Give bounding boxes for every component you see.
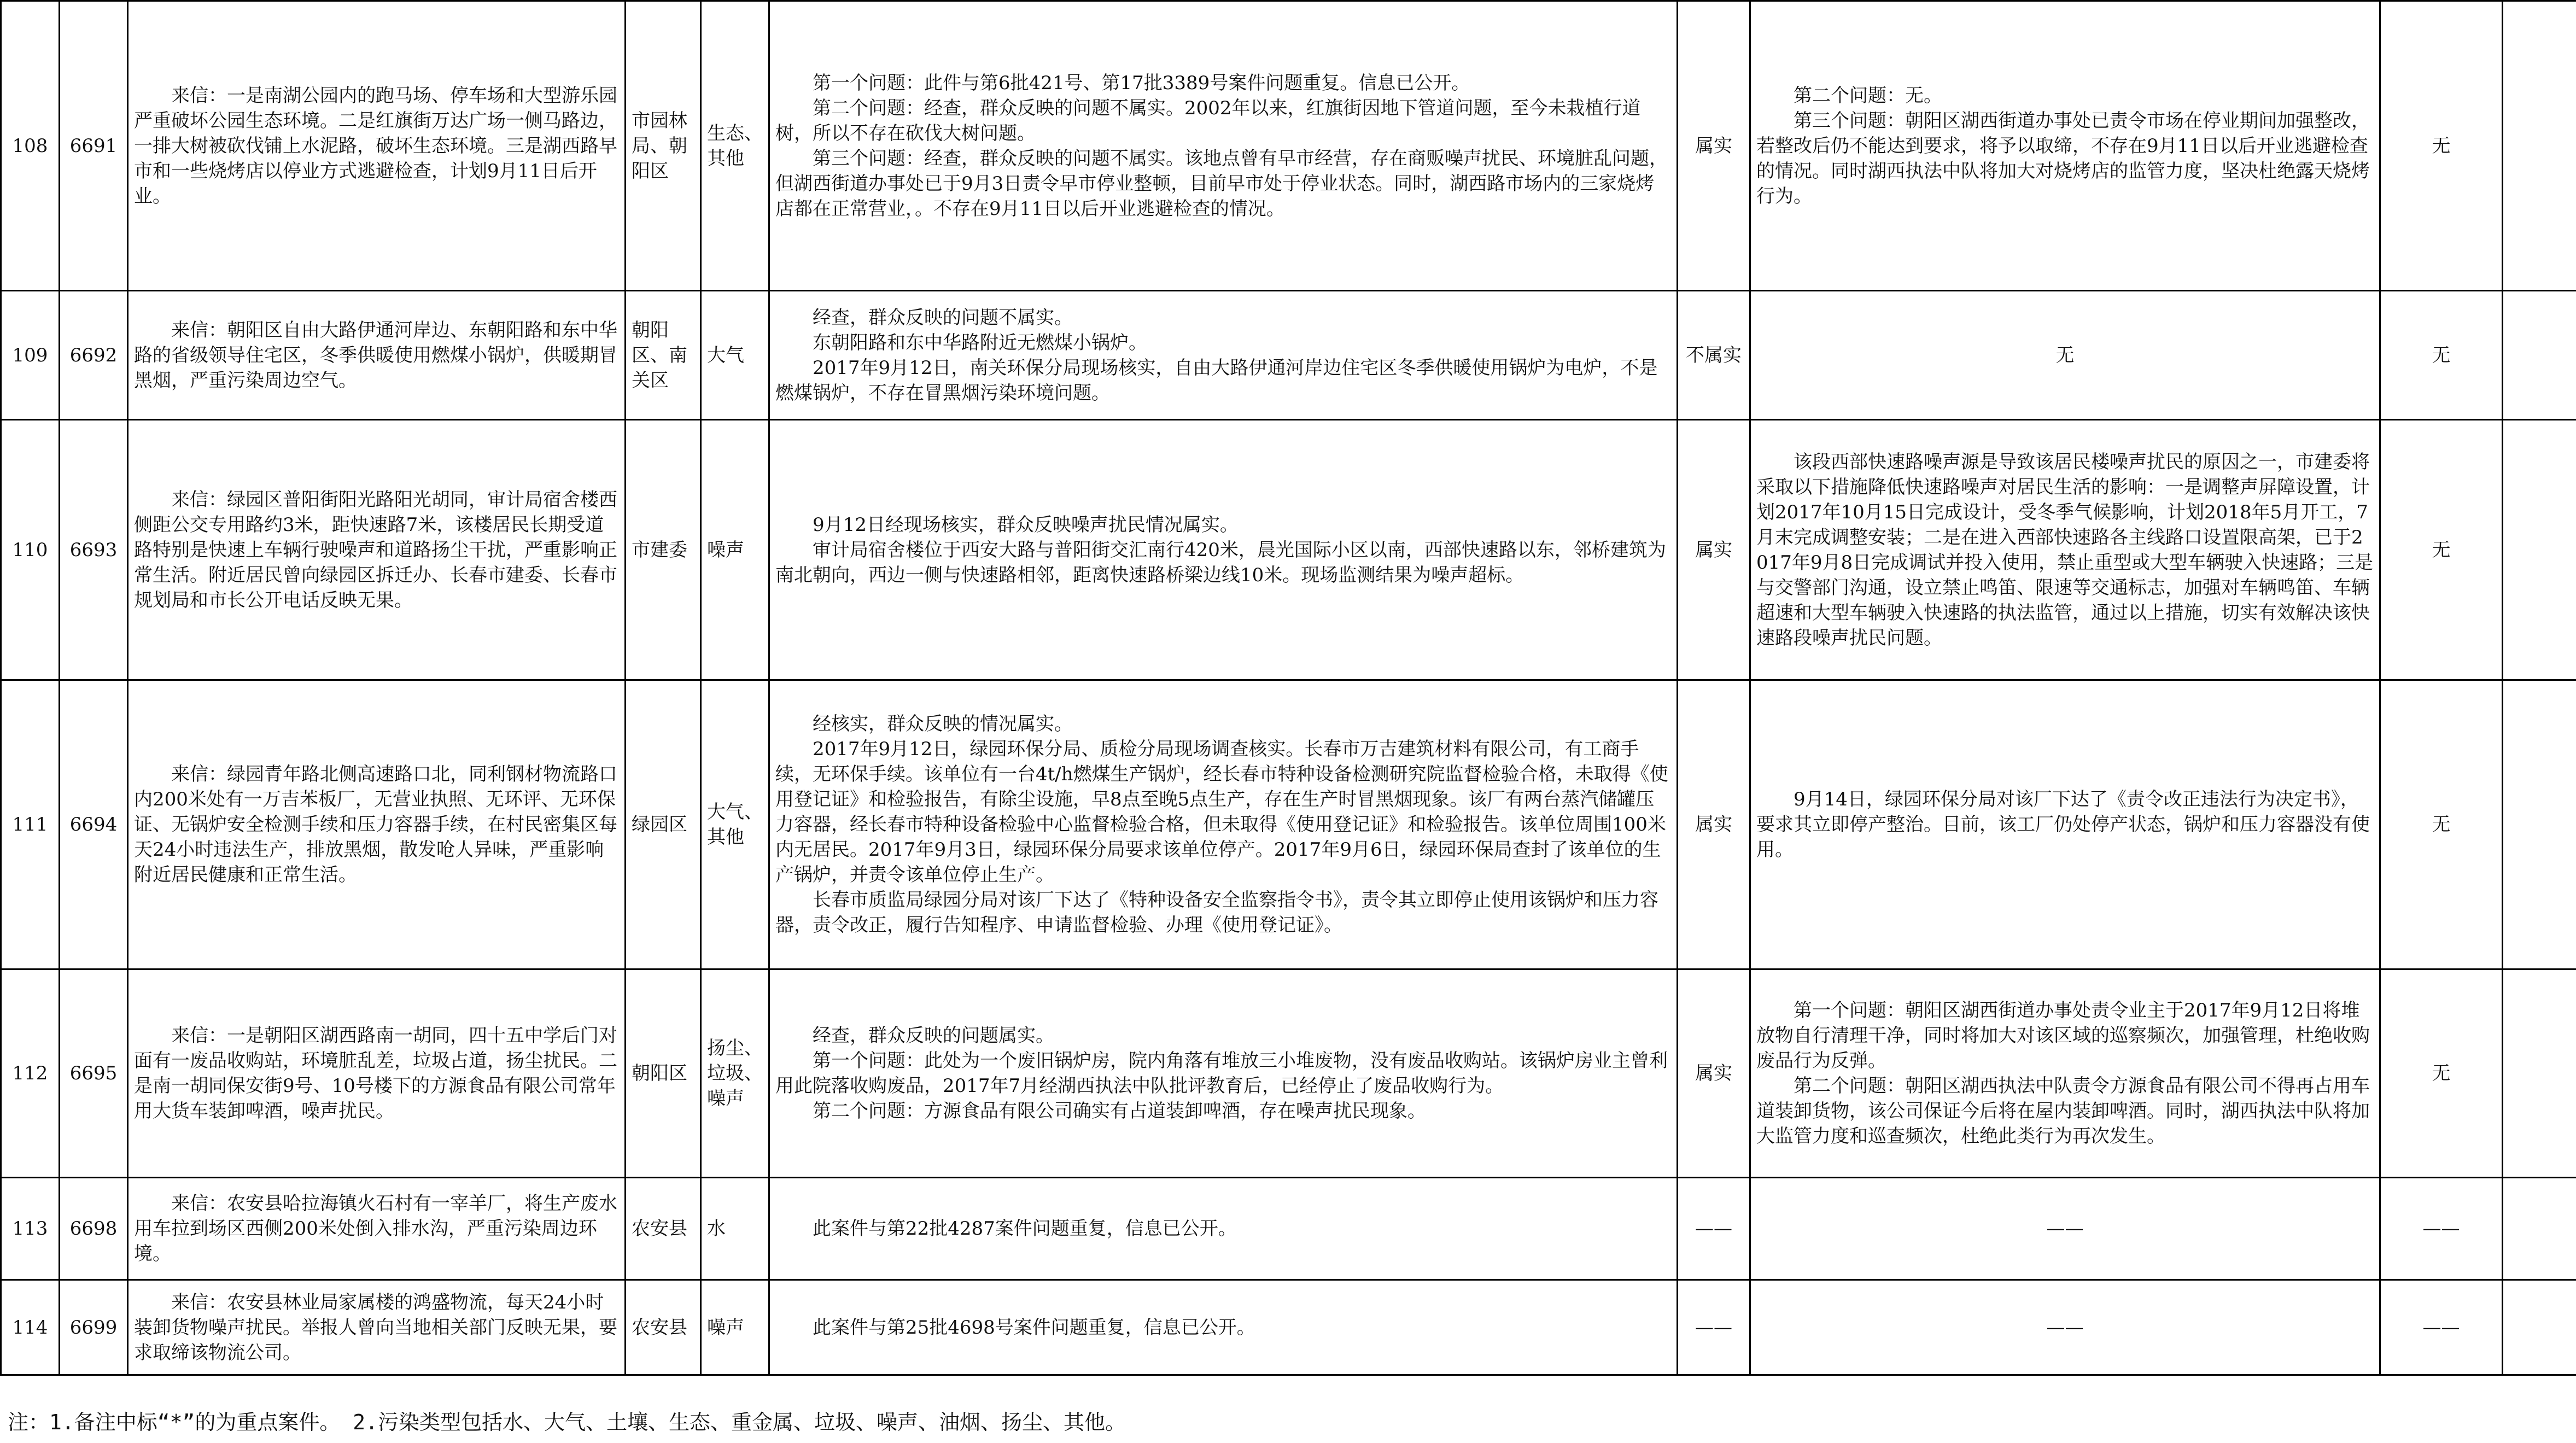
verdict: 属实 xyxy=(1695,135,1732,157)
pollution-type: 水 xyxy=(707,1218,726,1240)
investigation-cell xyxy=(769,969,1678,1178)
admin-area-cell xyxy=(626,1,701,291)
investigation-paragraph: 审计局宿舍楼位于西安大路与普阳街交汇南行420米，晨光国际小区以南，西部快速路以东，邻桥建筑为南北朝向，西边一侧与快速路相邻，距离快速路桥梁边线10米。现场监测结果为噪声超标。 xyxy=(775,539,1666,586)
handling-paragraph: 9月14日，绿园环保分局对该厂下达了《责令改正违法行为决定书》，要求其立即停产整治。目前，该工厂仍处停产状态，锅炉和压力容器没有使用。 xyxy=(1756,788,2370,861)
seq-cell xyxy=(1,680,60,969)
handling-cell xyxy=(1750,1178,2380,1280)
investigation-paragraph: 此案件与第25批4698号案件问题重复，信息已公开。 xyxy=(813,1316,1255,1339)
complaint-paragraph: 来信：农安县林业局家属楼的鸿盛物流，每天24小时装卸货物噪声扰民。举报人曾向当地相关部门反映无果，要求取缔该物流公司。 xyxy=(134,1291,617,1364)
handling-text: —— xyxy=(2046,1316,2084,1339)
pollution-type: 噪声 xyxy=(707,539,744,561)
verdict-cell xyxy=(1678,291,1750,420)
seq-number: 108 xyxy=(12,135,48,157)
admin-area-cell xyxy=(626,291,701,420)
admin-area-cell xyxy=(626,1280,701,1375)
pollution-type: 扬尘、垃圾、噪声 xyxy=(707,1037,763,1109)
verdict-cell xyxy=(1678,420,1750,680)
handling-text: 无 xyxy=(2055,344,2075,366)
investigation-cell xyxy=(769,1,1678,291)
handling-cell xyxy=(1750,969,2380,1178)
investigation-cell xyxy=(769,420,1678,680)
investigation-cell xyxy=(769,680,1678,969)
pollution-type-cell xyxy=(701,291,769,420)
accountability-cell xyxy=(2380,1178,2503,1280)
case-no-cell xyxy=(60,1280,128,1375)
remark-cell xyxy=(2503,1280,2576,1375)
cases-table-body xyxy=(1,1,2576,1375)
seq-cell xyxy=(1,969,60,1178)
complaint-paragraph: 来信：绿园区普阳街阳光路阳光胡同，审计局宿舍楼西侧距公交专用路约3米，距快速路7米，该楼居民长期受道路特别是快速上车辆行驶噪声和道路扬尘干扰，严重影响正常生活。附近居民曾向绿园区拆迁办、长春市建委、长春市规划局和市长公开电话反映无果。 xyxy=(134,488,617,611)
remark-cell xyxy=(2503,1178,2576,1280)
handling-text: —— xyxy=(2046,1218,2084,1240)
admin-area: 农安县 xyxy=(632,1316,687,1339)
verdict-cell xyxy=(1678,1,1750,291)
verdict-cell xyxy=(1678,969,1750,1178)
footer-note: 注：1.备注中标“*”的为重点案件。 2.污染类型包括水、大气、土壤、生态、重金属、垃圾、噪声、油烟、扬尘、其他。 xyxy=(8,1410,1126,1434)
investigation-paragraph: 经查，群众反映的问题属实。 xyxy=(813,1025,1054,1047)
accountability-cell xyxy=(2380,969,2503,1178)
handling-paragraph: 第二个问题：无。 xyxy=(1794,84,1942,107)
investigation-paragraph: 第一个问题：此处为一个废旧锅炉房，院内角落有堆放三小堆废物，没有废品收购站。该锅炉房业主曾利用此院落收购废品，2017年7月经湖西执法中队批评教育后，已经停止了废品收购行为。 xyxy=(775,1050,1668,1097)
admin-area-cell xyxy=(626,1178,701,1280)
accountability-text: 无 xyxy=(2432,344,2451,366)
complaint-content-cell xyxy=(128,1280,626,1375)
table-row xyxy=(1,1178,2576,1280)
pollution-type-cell xyxy=(701,969,769,1178)
investigation-paragraph: 此案件与第22批4287案件问题重复，信息已公开。 xyxy=(813,1218,1237,1240)
complaint-content-cell xyxy=(128,969,626,1178)
case-no-cell xyxy=(60,1,128,291)
handling-cell xyxy=(1750,291,2380,420)
case-number: 6692 xyxy=(69,344,118,366)
seq-number: 111 xyxy=(12,814,48,836)
verdict: —— xyxy=(1695,1218,1732,1240)
investigation-paragraph: 9月12日经现场核实，群众反映噪声扰民情况属实。 xyxy=(813,513,1239,536)
verdict: 属实 xyxy=(1695,1062,1732,1084)
handling-paragraph: 第一个问题：朝阳区湖西街道办事处责令业主于2017年9月12日将堆放物自行清理干净，同时将加大对该区域的巡察频次，加强管理，杜绝收购废品行为反弹。 xyxy=(1756,1000,2370,1072)
handling-paragraph: 第二个问题：朝阳区湖西执法中队责令方源食品有限公司不得再占用车道装卸货物，该公司保证今后将在屋内装卸啤酒。同时，湖西执法中队将加大监管力度和巡查频次，杜绝此类行为再次发生。 xyxy=(1756,1075,2370,1147)
complaint-paragraph: 来信：一是南湖公园内的跑马场、停车场和大型游乐园严重破坏公园生态环境。二是红旗街万达广场一侧马路边，一排大树被砍伐铺上水泥路，破坏生态环境。三是湖西路早市和一些烧烤店以停业方式逃避检查，计划9月11日后开业。 xyxy=(134,84,617,207)
verdict-cell xyxy=(1678,1178,1750,1280)
admin-area: 农安县 xyxy=(632,1218,687,1240)
verdict-cell xyxy=(1678,1280,1750,1375)
table-row xyxy=(1,680,2576,969)
investigation-paragraph: 经核实，群众反映的情况属实。 xyxy=(813,713,1073,735)
accountability-cell xyxy=(2380,291,2503,420)
case-number: 6691 xyxy=(69,135,118,157)
accountability-cell xyxy=(2380,1,2503,291)
accountability-text: —— xyxy=(2422,1218,2460,1240)
investigation-paragraph: 第二个问题：方源食品有限公司确实有占道装卸啤酒，存在噪声扰民现象。 xyxy=(813,1100,1426,1122)
complaint-content-cell xyxy=(128,1,626,291)
investigation-cell xyxy=(769,291,1678,420)
case-no-cell xyxy=(60,1178,128,1280)
accountability-text: 无 xyxy=(2432,539,2451,561)
verdict: 不属实 xyxy=(1686,344,1742,366)
admin-area: 朝阳区 xyxy=(632,1062,687,1084)
case-no-cell xyxy=(60,291,128,420)
seq-cell xyxy=(1,1178,60,1280)
accountability-text: —— xyxy=(2422,1316,2460,1339)
investigation-paragraph: 长春市质监局绿园分局对该厂下达了《特种设备安全监察指令书》，责令其立即停止使用该锅炉和压力容器，责令改正，履行告知程序、申请监督检验、办理《使用登记证》。 xyxy=(775,889,1658,936)
admin-area: 市建委 xyxy=(632,539,687,561)
accountability-cell xyxy=(2380,680,2503,969)
admin-area: 绿园区 xyxy=(632,814,687,836)
pollution-type-cell xyxy=(701,1280,769,1375)
pollution-type-cell xyxy=(701,1178,769,1280)
remark-cell xyxy=(2503,291,2576,420)
seq-number: 110 xyxy=(12,539,48,561)
seq-number: 109 xyxy=(12,344,48,366)
remark-cell xyxy=(2503,420,2576,680)
seq-number: 113 xyxy=(12,1218,48,1240)
verdict: 属实 xyxy=(1695,539,1732,561)
pollution-type: 生态、其他 xyxy=(707,122,763,170)
investigation-paragraph: 经查，群众反映的问题不属实。 xyxy=(813,306,1073,329)
table-row xyxy=(1,420,2576,680)
case-number: 6699 xyxy=(69,1316,118,1339)
handling-cell xyxy=(1750,1280,2380,1375)
handling-cell xyxy=(1750,680,2380,969)
complaint-content-cell xyxy=(128,1178,626,1280)
pollution-type-cell xyxy=(701,420,769,680)
verdict: —— xyxy=(1695,1316,1732,1339)
pollution-type: 大气 xyxy=(707,344,744,366)
handling-cell xyxy=(1750,420,2380,680)
seq-number: 114 xyxy=(12,1316,48,1339)
case-number: 6695 xyxy=(69,1062,118,1084)
admin-area: 市园林局、朝阳区 xyxy=(632,109,687,182)
admin-area-cell xyxy=(626,420,701,680)
pollution-type: 大气、其他 xyxy=(707,801,763,848)
accountability-text: 无 xyxy=(2432,1062,2451,1084)
case-number: 6693 xyxy=(69,539,118,561)
investigation-cell xyxy=(769,1178,1678,1280)
case-number: 6694 xyxy=(69,814,118,836)
accountability-cell xyxy=(2380,420,2503,680)
case-no-cell xyxy=(60,680,128,969)
case-no-cell xyxy=(60,969,128,1178)
admin-area-cell xyxy=(626,969,701,1178)
table-row xyxy=(1,1280,2576,1375)
complaint-paragraph: 来信：一是朝阳区湖西路南一胡同，四十五中学后门对面有一废品收购站，环境脏乱差，垃圾占道，扬尘扰民。二是南一胡同保安街9号、10号楼下的方源食品有限公司常年用大货车装卸啤酒，噪声扰民。 xyxy=(134,1025,617,1122)
investigation-paragraph: 东朝阳路和东中华路附近无燃煤小锅炉。 xyxy=(813,331,1147,354)
investigation-paragraph: 2017年9月12日，绿园环保分局、质检分局现场调查核实。长春市万吉建筑材料有限公司，有工商手续，无环保手续。该单位有一台4t/h燃煤生产锅炉，经长春市特种设备检测研究院监督检验合格，未取得《使用登记证》和检验报告，有除尘设施，早8点至晚5点生产，存在生产时冒黑烟现象。该厂有两台蒸汽储罐压力容器，经长春市特种设备检验中心监督检验合格，但未取得《使用登记证》和检验报告。该单位周围100米内无居民。2017年9月3日，绿园环保分局要求该单位停产。2017年9月6日，绿园环保局查封了该单位的生产锅炉，并责令该单位停止生产。 xyxy=(775,738,1668,886)
verdict: 属实 xyxy=(1695,814,1732,836)
investigation-paragraph: 第三个问题：经查，群众反映的问题不属实。该地点曾有早市经营，存在商贩噪声扰民、环境脏乱问题，但湖西街道办事处已于9月3日责令早市停业整顿，目前早市处于停业状态。同时，湖西路市场内的三家烧烤店都在正常营业，。不存在9月11日以后开业逃避检查的情况。 xyxy=(775,147,1668,220)
verdict-cell xyxy=(1678,680,1750,969)
remark-cell xyxy=(2503,680,2576,969)
case-number: 6698 xyxy=(69,1218,118,1240)
table-row xyxy=(1,1,2576,291)
seq-number: 112 xyxy=(12,1062,48,1084)
handling-paragraph: 第三个问题：朝阳区湖西街道办事处已责令市场在停业期间加强整改，若整改后仍不能达到要求，将予以取缔，不存在9月11日以后开业逃避检查的情况。同时湖西执法中队将加大对烧烤店的监管力度，坚决杜绝露天烧烤行为。 xyxy=(1756,109,2370,207)
remark-cell xyxy=(2503,969,2576,1178)
complaint-paragraph: 来信：农安县哈拉海镇火石村有一宰羊厂，将生产废水用车拉到场区西侧200米处倒入排水沟，严重污染周边环境。 xyxy=(134,1193,617,1265)
seq-cell xyxy=(1,420,60,680)
investigation-paragraph: 第二个问题：经查，群众反映的问题不属实。2002年以来，红旗街因地下管道问题，至今未栽植行道树，所以不存在砍伐大树问题。 xyxy=(775,97,1641,144)
admin-area-cell xyxy=(626,680,701,969)
accountability-cell xyxy=(2380,1280,2503,1375)
accountability-text: 无 xyxy=(2432,135,2451,157)
handling-paragraph: 该段西部快速路噪声源是导致该居民楼噪声扰民的原因之一，市建委将采取以下措施降低快速路噪声对居民生活的影响：一是调整声屏障设置，计划2017年10月15日完成设计，受冬季气候影响，计划2018年5月开工，7月末完成调整安装；二是在进入西部快速路各主线路口设置限高架，已于2017年9月8日完成调试并投入使用，禁止重型或大型车辆驶入快速路；三是与交警部门沟通，设立禁止鸣笛、限速等交通标志，加强对车辆鸣笛、车辆超速和大型车辆驶入快速路的执法监管，通过以上措施，切实有效解决该快速路段噪声扰民问题。 xyxy=(1756,451,2374,649)
admin-area: 朝阳区、南关区 xyxy=(632,319,687,392)
investigation-cell xyxy=(769,1280,1678,1375)
complaint-content-cell xyxy=(128,420,626,680)
complaint-content-cell xyxy=(128,291,626,420)
complaint-paragraph: 来信：朝阳区自由大路伊通河岸边、东朝阳路和东中华路的省级领导住宅区，冬季供暖使用燃煤小锅炉，供暖期冒黑烟，严重污染周边空气。 xyxy=(134,319,617,392)
table-row xyxy=(1,291,2576,420)
complaint-paragraph: 来信：绿园青年路北侧高速路口北，同利钢材物流路口内200米处有一万吉苯板厂，无营业执照、无环评、无环保证、无锅炉安全检测手续和压力容器手续，在村民密集区每天24小时违法生产，排放黑烟，散发呛人异味，严重影响附近居民健康和正常生活。 xyxy=(134,763,617,886)
pollution-type: 噪声 xyxy=(707,1316,744,1339)
case-no-cell xyxy=(60,420,128,680)
handling-cell xyxy=(1750,1,2380,291)
remark-cell xyxy=(2503,1,2576,291)
accountability-text: 无 xyxy=(2432,814,2451,836)
table-row xyxy=(1,969,2576,1178)
investigation-paragraph: 第一个问题：此件与第6批421号、第17批3389号案件问题重复。信息已公开。 xyxy=(813,72,1470,94)
seq-cell xyxy=(1,1280,60,1375)
pollution-type-cell xyxy=(701,1,769,291)
pollution-type-cell xyxy=(701,680,769,969)
seq-cell xyxy=(1,291,60,420)
seq-cell xyxy=(1,1,60,291)
complaint-content-cell xyxy=(128,680,626,969)
investigation-paragraph: 2017年9月12日，南关环保分局现场核实，自由大路伊通河岸边住宅区冬季供暖使用锅炉为电炉，不是燃煤锅炉，不存在冒黑烟污染环境问题。 xyxy=(775,357,1658,404)
